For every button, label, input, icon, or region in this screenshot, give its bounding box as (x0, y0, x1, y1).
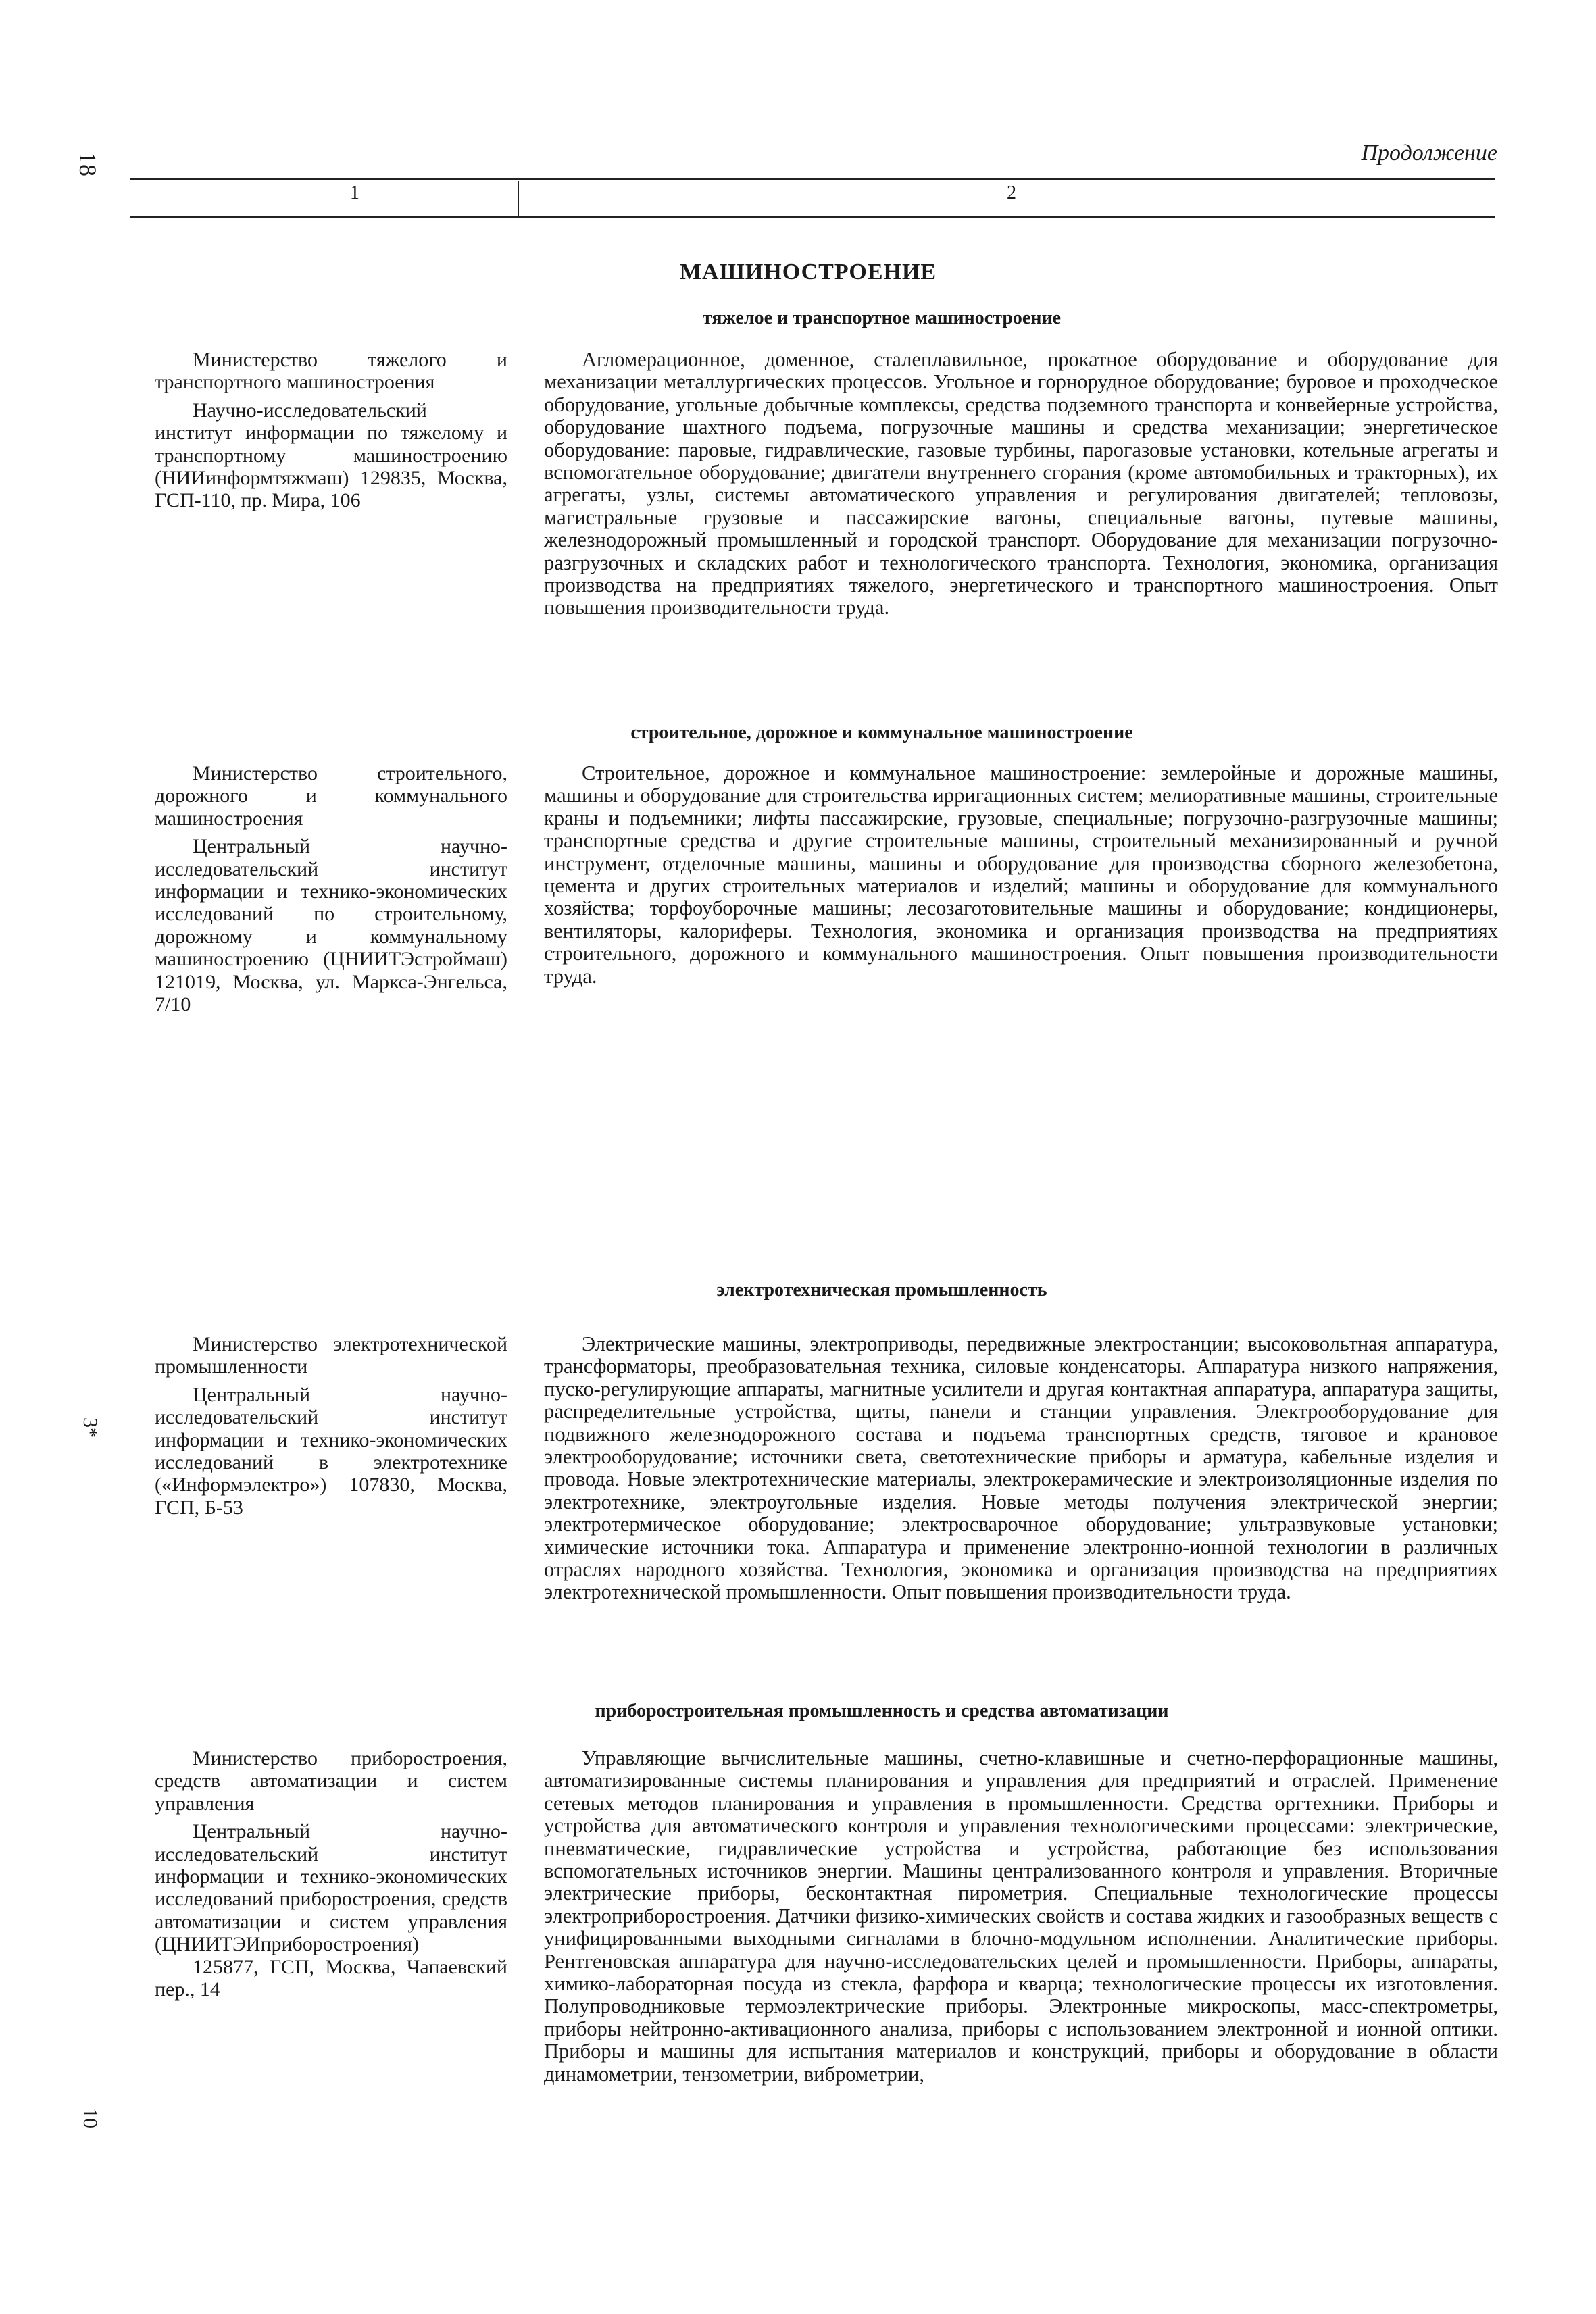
continuation-label: Продолжение (1361, 141, 1497, 166)
ministry-name: Министерство строительного, дорожного и коммунального машиностроения (155, 762, 507, 830)
institute-info: Научно-исследовательский институт информации по тяжелому и транспортному машиностроению (НИИинформтяжмаш) 129835, Москва, ГСП-110, пр. Мира, 106 (155, 399, 507, 512)
organization-info (155, 349, 507, 518)
section-heading: электротехническая промышленность (716, 1280, 1047, 1301)
organization-info (155, 762, 507, 1021)
institute-info: Центральный научно-исследовательский институт информации и технико-экономических исследований по строительному, дорожному и коммунальному машиностроению (ЦНИИТЭстроймаш) 121019, Москва, ул. Маркса-Энгельса, 7/10 (155, 835, 507, 1016)
description-text: Управляющие вычислительные машины, счетно-клавишные и счетно-перфорационные машины, автоматизированные системы планирования и управления для предприятий и отраслей. Применение сетевых методов планирования и управления в промышленности. Средства оргтехники. Приборы и устройства для автоматического контроля и управления технологическими процессами: электрические, пневматические, гидравлические устройства и устройства, работающие без использования вспомогательных источников энергии. Машины централизованного контроля и управления. Вторичные электрические приборы, бесконтактная пирометрия. Специальные технологические процессы электроприборостроения. Датчики физико-химических свойств и состава жидких и газообразных веществ с унифицированными выходными сигналами в блочно-модульном исполнении. Аналитические приборы. Рентгеновская аппаратура для научно-исследовательских целей и промышленности. Приборы, аппараты, химико-лабораторная посуда из стекла, фарфора и кварца; технологические процессы их изготовления. Полупроводниковые термоэлектрические приборы. Электронные микроскопы, масс-спектрометры, приборы нейтронно-активационного анализа, приборы с использованием электронной и ионной оптики. Приборы и машины для испытания материалов и конструкций, приборы и оборудование в области динамометрии, тензометрии, виброметрии, (544, 1746, 1498, 2086)
subject-description (544, 349, 1498, 620)
page-number: 18 (74, 152, 101, 176)
table-header-rule (130, 216, 1495, 218)
page-title: МАШИНОСТРОЕНИЕ (679, 259, 937, 284)
ministry-name: Министерство приборостроения, средств автоматизации и систем управления (155, 1747, 507, 1815)
section-heading: приборостроительная промышленность и средства автоматизации (595, 1701, 1169, 1721)
section-heading: строительное, дорожное и коммунальное машиностроение (630, 722, 1133, 743)
organization-info (155, 1333, 507, 1524)
margin-mark: 3* (79, 1417, 101, 1438)
description-text: Строительное, дорожное и коммунальное машиностроение: землеройные и дорожные машины, машины и оборудование для строительства ирригационных систем; мелиоративные машины, строительные краны и подъемники; лифты пассажирские, грузовые, специальные; погрузочно-разгрузочные машины; транспортные средства и другие строительные машины, строительный механизированный и ручной инструмент, отделочные машины, машины и оборудование для производства сборного железобетона, цемента и других строительных материалов и изделий; машины и оборудование для коммунального хозяйства; торфоуборочные машины; лесозаготовительные машины и оборудование; кондиционеры, вентиляторы, калориферы. Технология, экономика и организация производства на предприятиях строительного, дорожного и коммунального машиностроения. Опыт повышения производительности труда. (544, 761, 1498, 988)
column-header-2: 2 (1007, 182, 1016, 203)
institute-info: Центральный научно-исследовательский институт информации и технико-экономических исследований в электротехнике («Информэлектро») 107830, Москва, ГСП, Б-53 (155, 1383, 507, 1519)
subject-description (544, 1747, 1498, 2086)
institute-address: 125877, ГСП, Москва, Чапаевский пер., 14 (155, 1955, 507, 2001)
description-text: Электрические машины, электроприводы, передвижные электростанции; высоковольтная аппаратура, трансформаторы, преобразовательная техника, силовые конденсаторы. Аппаратура низкого напряжения, пуско-регулирующие аппараты, магнитные усилители и другая контактная аппаратура, аппаратура защиты, распределительные устройства, щиты, панели и станции управления. Электрооборудование для подвижного железнодорожного состава и подъема транспортных средств, тяговое и крановое электрооборудование; источники света, светотехнические приборы и арматура, кабельные изделия и провода. Новые электротехнические материалы, электрокерамические и электроизоляционные изделия по электротехнике, электроугольные изделия. Новые методы получения электрической энергии; электротермическое оборудование; электросварочное оборудование; ультразвуковые установки; химические источники тока. Аппаратура и применение электронно-ионной технологии в различных отраслях народного хозяйства. Технология, экономика и организация производства на предприятиях электротехнической промышленности. Опыт повышения производительности труда. (544, 1332, 1498, 1604)
subject-description (544, 762, 1498, 988)
institute-info: Центральный научно-исследовательский институт информации и технико-экономических исследований приборостроения, средств автоматизации и систем управления (ЦНИИТЭИприборостроения) (155, 1820, 507, 1956)
column-divider (518, 181, 519, 218)
description-text: Агломерационное, доменное, сталеплавильное, прокатное оборудование и оборудование для механизации металлургических процессов. Угольное и горнорудное оборудование; буровое и проходческое оборудование, угольные добычные комплексы, средства подземного транспорта и конвейерные устройства, оборудование шахтного подъема, погрузочные машины и средства механизации; энергетическое оборудование: паровые, гидравлические, газовые турбины, парогазовые установки, котельные агрегаты и вспомогательное оборудование; двигатели внутреннего сгорания (кроме автомобильных и тракторных), их агрегаты, узлы, системы автоматического управления и регулирования двигателей; тепловозы, магистральные грузовые и пассажирские вагоны, специальные вагоны, путевые машины, железнодорожный промышленный и городской транспорт. Оборудование для механизации погрузочно-разгрузочных и складских работ и технологического транспорта. Технология, экономика, организация производства на предприятиях тяжелого, энергетического и транспортного машиностроения. Опыт повышения производительности труда. (544, 348, 1498, 620)
column-header-1: 1 (350, 182, 359, 203)
section-heading: тяжелое и транспортное машиностроение (702, 307, 1062, 328)
margin-mark: 10 (79, 2108, 101, 2128)
ministry-name: Министерство электротехнической промышленности (155, 1333, 507, 1378)
ministry-name: Министерство тяжелого и транспортного машиностроения (155, 349, 507, 394)
table-top-rule (130, 178, 1495, 180)
organization-info (155, 1747, 507, 2006)
subject-description (544, 1333, 1498, 1604)
